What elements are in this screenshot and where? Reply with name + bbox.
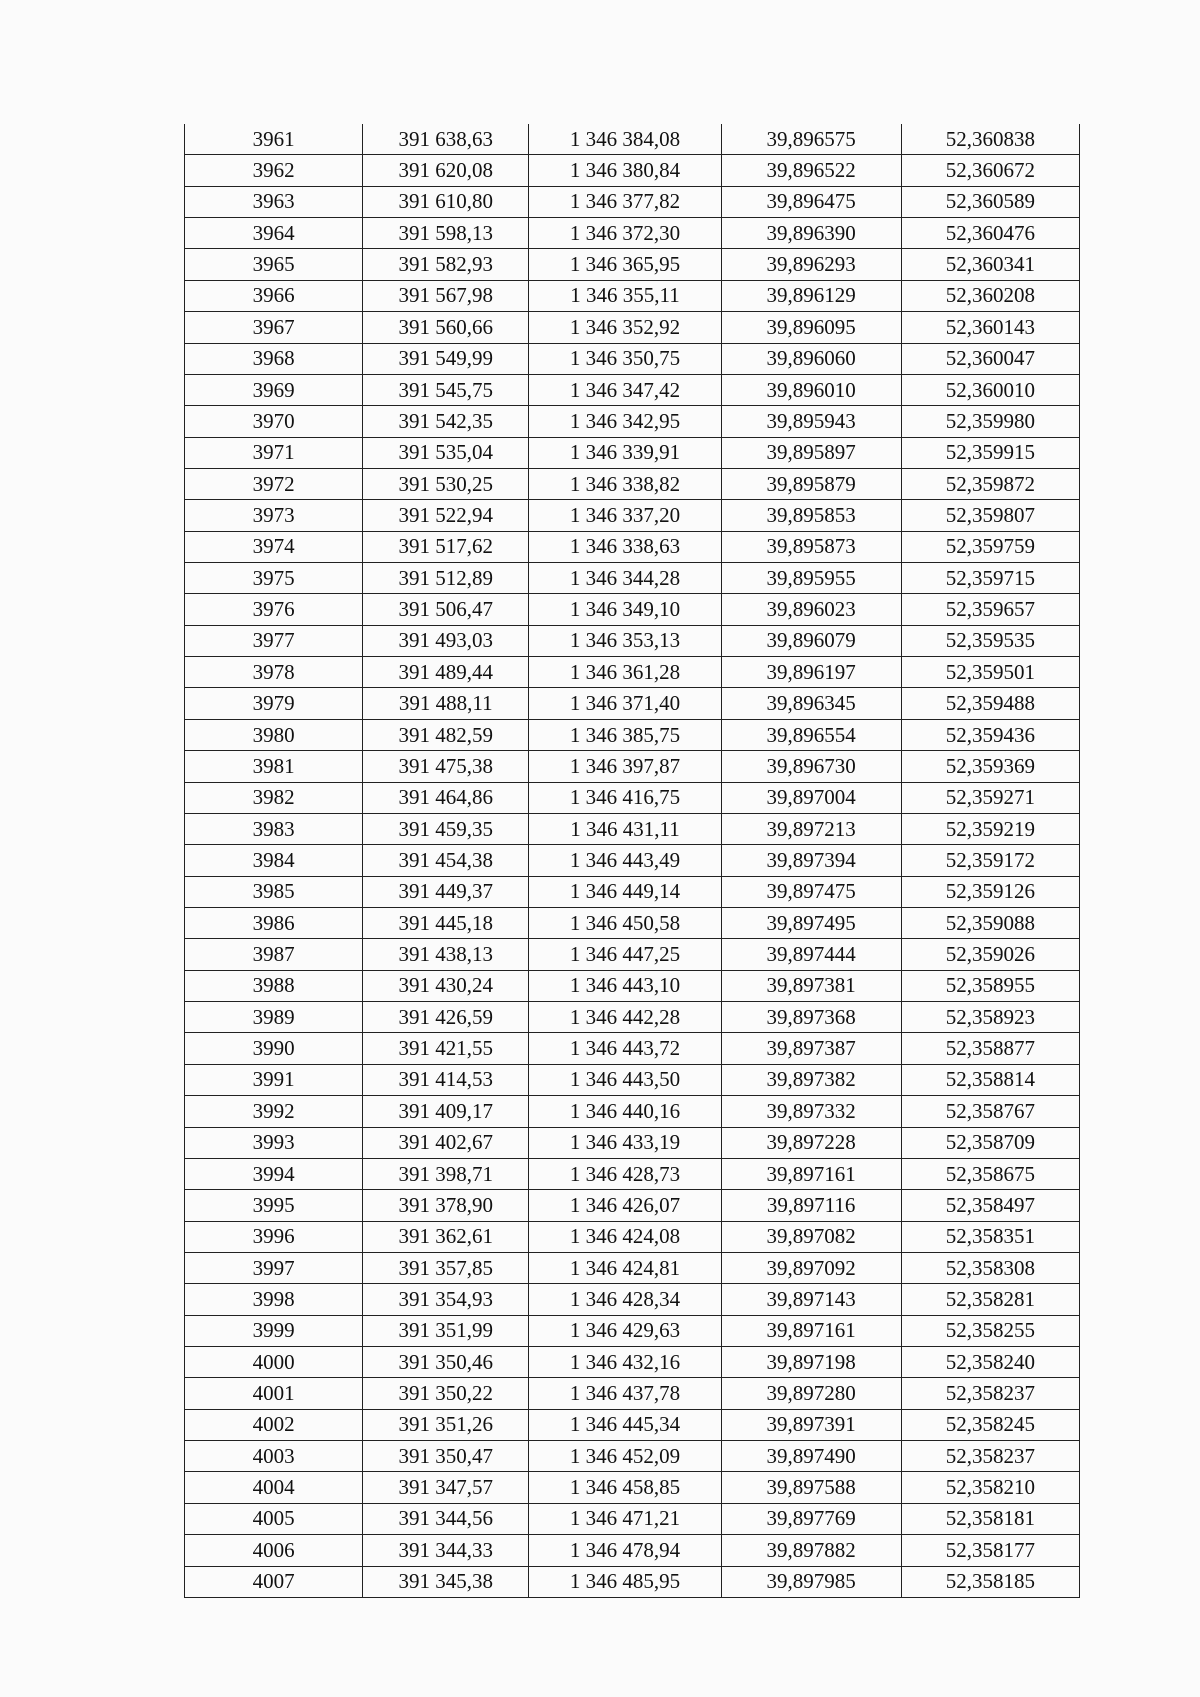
latitude-cell: 52,360047 bbox=[901, 343, 1079, 374]
latitude-cell: 52,358281 bbox=[901, 1284, 1079, 1315]
longitude-cell: 39,896554 bbox=[721, 719, 901, 750]
point-number-cell: 4002 bbox=[185, 1409, 363, 1440]
point-number-cell: 3999 bbox=[185, 1315, 363, 1346]
x-coordinate-cell: 391 344,56 bbox=[363, 1503, 529, 1534]
table-row bbox=[185, 186, 1080, 217]
latitude-cell: 52,359488 bbox=[901, 688, 1079, 719]
point-number-cell: 3976 bbox=[185, 594, 363, 625]
table-row bbox=[185, 1441, 1080, 1472]
point-number-cell: 3967 bbox=[185, 312, 363, 343]
x-coordinate-cell: 391 522,94 bbox=[363, 500, 529, 531]
x-coordinate-cell: 391 506,47 bbox=[363, 594, 529, 625]
table-row bbox=[185, 594, 1080, 625]
point-number-cell: 3973 bbox=[185, 500, 363, 531]
longitude-cell: 39,896197 bbox=[721, 657, 901, 688]
y-coordinate-cell: 1 346 442,28 bbox=[529, 1002, 721, 1033]
longitude-cell: 39,897882 bbox=[721, 1535, 901, 1566]
y-coordinate-cell: 1 346 471,21 bbox=[529, 1503, 721, 1534]
point-number-cell: 3975 bbox=[185, 563, 363, 594]
x-coordinate-cell: 391 414,53 bbox=[363, 1064, 529, 1095]
table-row bbox=[185, 343, 1080, 374]
y-coordinate-cell: 1 346 371,40 bbox=[529, 688, 721, 719]
x-coordinate-cell: 391 475,38 bbox=[363, 751, 529, 782]
longitude-cell: 39,896293 bbox=[721, 249, 901, 280]
latitude-cell: 52,358308 bbox=[901, 1252, 1079, 1283]
table-row bbox=[185, 782, 1080, 813]
table-row bbox=[185, 1190, 1080, 1221]
table-row bbox=[185, 939, 1080, 970]
longitude-cell: 39,895873 bbox=[721, 531, 901, 562]
latitude-cell: 52,359915 bbox=[901, 437, 1079, 468]
y-coordinate-cell: 1 346 443,10 bbox=[529, 970, 721, 1001]
y-coordinate-cell: 1 346 338,82 bbox=[529, 468, 721, 499]
table-row bbox=[185, 437, 1080, 468]
latitude-cell: 52,358177 bbox=[901, 1535, 1079, 1566]
table-row bbox=[185, 657, 1080, 688]
longitude-cell: 39,897391 bbox=[721, 1409, 901, 1440]
longitude-cell: 39,897475 bbox=[721, 876, 901, 907]
table-row bbox=[185, 1472, 1080, 1503]
longitude-cell: 39,897394 bbox=[721, 845, 901, 876]
y-coordinate-cell: 1 346 443,50 bbox=[529, 1064, 721, 1095]
x-coordinate-cell: 391 582,93 bbox=[363, 249, 529, 280]
latitude-cell: 52,359759 bbox=[901, 531, 1079, 562]
longitude-cell: 39,897769 bbox=[721, 1503, 901, 1534]
latitude-cell: 52,359126 bbox=[901, 876, 1079, 907]
longitude-cell: 39,896390 bbox=[721, 218, 901, 249]
point-number-cell: 3968 bbox=[185, 343, 363, 374]
coordinates-table-body bbox=[185, 124, 1080, 1597]
y-coordinate-cell: 1 346 338,63 bbox=[529, 531, 721, 562]
latitude-cell: 52,359807 bbox=[901, 500, 1079, 531]
y-coordinate-cell: 1 346 424,81 bbox=[529, 1252, 721, 1283]
longitude-cell: 39,897082 bbox=[721, 1221, 901, 1252]
point-number-cell: 3995 bbox=[185, 1190, 363, 1221]
longitude-cell: 39,896095 bbox=[721, 312, 901, 343]
latitude-cell: 52,358255 bbox=[901, 1315, 1079, 1346]
longitude-cell: 39,896522 bbox=[721, 155, 901, 186]
latitude-cell: 52,360341 bbox=[901, 249, 1079, 280]
y-coordinate-cell: 1 346 355,11 bbox=[529, 280, 721, 311]
point-number-cell: 3993 bbox=[185, 1127, 363, 1158]
point-number-cell: 3989 bbox=[185, 1002, 363, 1033]
x-coordinate-cell: 391 545,75 bbox=[363, 374, 529, 405]
table-row bbox=[185, 563, 1080, 594]
longitude-cell: 39,896129 bbox=[721, 280, 901, 311]
latitude-cell: 52,359219 bbox=[901, 813, 1079, 844]
longitude-cell: 39,897213 bbox=[721, 813, 901, 844]
latitude-cell: 52,359980 bbox=[901, 406, 1079, 437]
x-coordinate-cell: 391 409,17 bbox=[363, 1096, 529, 1127]
y-coordinate-cell: 1 346 433,19 bbox=[529, 1127, 721, 1158]
table-row bbox=[185, 1566, 1080, 1597]
x-coordinate-cell: 391 449,37 bbox=[363, 876, 529, 907]
longitude-cell: 39,895853 bbox=[721, 500, 901, 531]
y-coordinate-cell: 1 346 443,49 bbox=[529, 845, 721, 876]
coordinates-table bbox=[184, 124, 1080, 1598]
longitude-cell: 39,895879 bbox=[721, 468, 901, 499]
x-coordinate-cell: 391 421,55 bbox=[363, 1033, 529, 1064]
table-row bbox=[185, 970, 1080, 1001]
latitude-cell: 52,358675 bbox=[901, 1158, 1079, 1189]
longitude-cell: 39,897332 bbox=[721, 1096, 901, 1127]
latitude-cell: 52,358181 bbox=[901, 1503, 1079, 1534]
y-coordinate-cell: 1 346 428,73 bbox=[529, 1158, 721, 1189]
point-number-cell: 3985 bbox=[185, 876, 363, 907]
table-row bbox=[185, 312, 1080, 343]
longitude-cell: 39,897161 bbox=[721, 1315, 901, 1346]
longitude-cell: 39,897368 bbox=[721, 1002, 901, 1033]
x-coordinate-cell: 391 438,13 bbox=[363, 939, 529, 970]
latitude-cell: 52,358245 bbox=[901, 1409, 1079, 1440]
y-coordinate-cell: 1 346 428,34 bbox=[529, 1284, 721, 1315]
y-coordinate-cell: 1 346 397,87 bbox=[529, 751, 721, 782]
x-coordinate-cell: 391 567,98 bbox=[363, 280, 529, 311]
point-number-cell: 3987 bbox=[185, 939, 363, 970]
point-number-cell: 3963 bbox=[185, 186, 363, 217]
longitude-cell: 39,895955 bbox=[721, 563, 901, 594]
y-coordinate-cell: 1 346 372,30 bbox=[529, 218, 721, 249]
x-coordinate-cell: 391 402,67 bbox=[363, 1127, 529, 1158]
y-coordinate-cell: 1 346 432,16 bbox=[529, 1347, 721, 1378]
table-row bbox=[185, 124, 1080, 155]
y-coordinate-cell: 1 346 426,07 bbox=[529, 1190, 721, 1221]
x-coordinate-cell: 391 464,86 bbox=[363, 782, 529, 813]
point-number-cell: 3971 bbox=[185, 437, 363, 468]
point-number-cell: 3974 bbox=[185, 531, 363, 562]
latitude-cell: 52,359535 bbox=[901, 625, 1079, 656]
y-coordinate-cell: 1 346 437,78 bbox=[529, 1378, 721, 1409]
latitude-cell: 52,359501 bbox=[901, 657, 1079, 688]
y-coordinate-cell: 1 346 449,14 bbox=[529, 876, 721, 907]
latitude-cell: 52,359369 bbox=[901, 751, 1079, 782]
x-coordinate-cell: 391 350,47 bbox=[363, 1441, 529, 1472]
longitude-cell: 39,897382 bbox=[721, 1064, 901, 1095]
x-coordinate-cell: 391 362,61 bbox=[363, 1221, 529, 1252]
x-coordinate-cell: 391 542,35 bbox=[363, 406, 529, 437]
y-coordinate-cell: 1 346 350,75 bbox=[529, 343, 721, 374]
x-coordinate-cell: 391 530,25 bbox=[363, 468, 529, 499]
latitude-cell: 52,360010 bbox=[901, 374, 1079, 405]
y-coordinate-cell: 1 346 337,20 bbox=[529, 500, 721, 531]
x-coordinate-cell: 391 620,08 bbox=[363, 155, 529, 186]
y-coordinate-cell: 1 346 458,85 bbox=[529, 1472, 721, 1503]
y-coordinate-cell: 1 346 450,58 bbox=[529, 907, 721, 938]
latitude-cell: 52,358923 bbox=[901, 1002, 1079, 1033]
y-coordinate-cell: 1 346 352,92 bbox=[529, 312, 721, 343]
x-coordinate-cell: 391 426,59 bbox=[363, 1002, 529, 1033]
x-coordinate-cell: 391 459,35 bbox=[363, 813, 529, 844]
longitude-cell: 39,897280 bbox=[721, 1378, 901, 1409]
latitude-cell: 52,358497 bbox=[901, 1190, 1079, 1221]
latitude-cell: 52,358767 bbox=[901, 1096, 1079, 1127]
point-number-cell: 4000 bbox=[185, 1347, 363, 1378]
table-row bbox=[185, 1221, 1080, 1252]
y-coordinate-cell: 1 346 440,16 bbox=[529, 1096, 721, 1127]
table-row bbox=[185, 751, 1080, 782]
x-coordinate-cell: 391 489,44 bbox=[363, 657, 529, 688]
table-row bbox=[185, 1002, 1080, 1033]
latitude-cell: 52,360143 bbox=[901, 312, 1079, 343]
x-coordinate-cell: 391 598,13 bbox=[363, 218, 529, 249]
latitude-cell: 52,359026 bbox=[901, 939, 1079, 970]
point-number-cell: 3972 bbox=[185, 468, 363, 499]
table-row bbox=[185, 907, 1080, 938]
longitude-cell: 39,896575 bbox=[721, 124, 901, 155]
y-coordinate-cell: 1 346 344,28 bbox=[529, 563, 721, 594]
longitude-cell: 39,897116 bbox=[721, 1190, 901, 1221]
longitude-cell: 39,897495 bbox=[721, 907, 901, 938]
y-coordinate-cell: 1 346 443,72 bbox=[529, 1033, 721, 1064]
table-row bbox=[185, 1158, 1080, 1189]
longitude-cell: 39,897444 bbox=[721, 939, 901, 970]
point-number-cell: 3965 bbox=[185, 249, 363, 280]
longitude-cell: 39,895897 bbox=[721, 437, 901, 468]
longitude-cell: 39,896475 bbox=[721, 186, 901, 217]
y-coordinate-cell: 1 346 339,91 bbox=[529, 437, 721, 468]
y-coordinate-cell: 1 346 385,75 bbox=[529, 719, 721, 750]
point-number-cell: 3996 bbox=[185, 1221, 363, 1252]
point-number-cell: 3998 bbox=[185, 1284, 363, 1315]
point-number-cell: 3984 bbox=[185, 845, 363, 876]
table-row bbox=[185, 1409, 1080, 1440]
latitude-cell: 52,358877 bbox=[901, 1033, 1079, 1064]
table-row bbox=[185, 374, 1080, 405]
latitude-cell: 52,360208 bbox=[901, 280, 1079, 311]
point-number-cell: 3997 bbox=[185, 1252, 363, 1283]
point-number-cell: 3994 bbox=[185, 1158, 363, 1189]
y-coordinate-cell: 1 346 445,34 bbox=[529, 1409, 721, 1440]
x-coordinate-cell: 391 378,90 bbox=[363, 1190, 529, 1221]
point-number-cell: 3977 bbox=[185, 625, 363, 656]
point-number-cell: 3980 bbox=[185, 719, 363, 750]
table-row bbox=[185, 1252, 1080, 1283]
x-coordinate-cell: 391 351,26 bbox=[363, 1409, 529, 1440]
point-number-cell: 3991 bbox=[185, 1064, 363, 1095]
latitude-cell: 52,359271 bbox=[901, 782, 1079, 813]
x-coordinate-cell: 391 512,89 bbox=[363, 563, 529, 594]
latitude-cell: 52,358237 bbox=[901, 1378, 1079, 1409]
longitude-cell: 39,897004 bbox=[721, 782, 901, 813]
latitude-cell: 52,360672 bbox=[901, 155, 1079, 186]
table-row bbox=[185, 1378, 1080, 1409]
table-row bbox=[185, 280, 1080, 311]
latitude-cell: 52,359436 bbox=[901, 719, 1079, 750]
latitude-cell: 52,359088 bbox=[901, 907, 1079, 938]
point-number-cell: 3992 bbox=[185, 1096, 363, 1127]
point-number-cell: 4006 bbox=[185, 1535, 363, 1566]
latitude-cell: 52,360476 bbox=[901, 218, 1079, 249]
point-number-cell: 3964 bbox=[185, 218, 363, 249]
longitude-cell: 39,896345 bbox=[721, 688, 901, 719]
x-coordinate-cell: 391 482,59 bbox=[363, 719, 529, 750]
longitude-cell: 39,897387 bbox=[721, 1033, 901, 1064]
latitude-cell: 52,359872 bbox=[901, 468, 1079, 499]
y-coordinate-cell: 1 346 365,95 bbox=[529, 249, 721, 280]
point-number-cell: 3966 bbox=[185, 280, 363, 311]
point-number-cell: 3990 bbox=[185, 1033, 363, 1064]
point-number-cell: 4003 bbox=[185, 1441, 363, 1472]
table-row bbox=[185, 1315, 1080, 1346]
latitude-cell: 52,360589 bbox=[901, 186, 1079, 217]
y-coordinate-cell: 1 346 342,95 bbox=[529, 406, 721, 437]
y-coordinate-cell: 1 346 353,13 bbox=[529, 625, 721, 656]
point-number-cell: 3978 bbox=[185, 657, 363, 688]
table-row bbox=[185, 719, 1080, 750]
point-number-cell: 3961 bbox=[185, 124, 363, 155]
point-number-cell: 3983 bbox=[185, 813, 363, 844]
table-row bbox=[185, 1064, 1080, 1095]
longitude-cell: 39,897161 bbox=[721, 1158, 901, 1189]
table-row bbox=[185, 1033, 1080, 1064]
x-coordinate-cell: 391 344,33 bbox=[363, 1535, 529, 1566]
table-row bbox=[185, 531, 1080, 562]
point-number-cell: 4007 bbox=[185, 1566, 363, 1597]
longitude-cell: 39,896010 bbox=[721, 374, 901, 405]
latitude-cell: 52,360838 bbox=[901, 124, 1079, 155]
x-coordinate-cell: 391 350,22 bbox=[363, 1378, 529, 1409]
x-coordinate-cell: 391 347,57 bbox=[363, 1472, 529, 1503]
y-coordinate-cell: 1 346 452,09 bbox=[529, 1441, 721, 1472]
point-number-cell: 3962 bbox=[185, 155, 363, 186]
table-row bbox=[185, 625, 1080, 656]
latitude-cell: 52,358351 bbox=[901, 1221, 1079, 1252]
x-coordinate-cell: 391 610,80 bbox=[363, 186, 529, 217]
point-number-cell: 4004 bbox=[185, 1472, 363, 1503]
longitude-cell: 39,896730 bbox=[721, 751, 901, 782]
x-coordinate-cell: 391 357,85 bbox=[363, 1252, 529, 1283]
table-row bbox=[185, 813, 1080, 844]
longitude-cell: 39,896079 bbox=[721, 625, 901, 656]
table-row bbox=[185, 845, 1080, 876]
longitude-cell: 39,897985 bbox=[721, 1566, 901, 1597]
x-coordinate-cell: 391 638,63 bbox=[363, 124, 529, 155]
x-coordinate-cell: 391 445,18 bbox=[363, 907, 529, 938]
point-number-cell: 3970 bbox=[185, 406, 363, 437]
y-coordinate-cell: 1 346 361,28 bbox=[529, 657, 721, 688]
x-coordinate-cell: 391 560,66 bbox=[363, 312, 529, 343]
point-number-cell: 3988 bbox=[185, 970, 363, 1001]
longitude-cell: 39,896023 bbox=[721, 594, 901, 625]
table-row bbox=[185, 876, 1080, 907]
latitude-cell: 52,359657 bbox=[901, 594, 1079, 625]
longitude-cell: 39,895943 bbox=[721, 406, 901, 437]
x-coordinate-cell: 391 549,99 bbox=[363, 343, 529, 374]
table-row bbox=[185, 218, 1080, 249]
y-coordinate-cell: 1 346 416,75 bbox=[529, 782, 721, 813]
y-coordinate-cell: 1 346 380,84 bbox=[529, 155, 721, 186]
longitude-cell: 39,896060 bbox=[721, 343, 901, 374]
longitude-cell: 39,897588 bbox=[721, 1472, 901, 1503]
longitude-cell: 39,897381 bbox=[721, 970, 901, 1001]
latitude-cell: 52,358240 bbox=[901, 1347, 1079, 1378]
y-coordinate-cell: 1 346 478,94 bbox=[529, 1535, 721, 1566]
y-coordinate-cell: 1 346 349,10 bbox=[529, 594, 721, 625]
point-number-cell: 4005 bbox=[185, 1503, 363, 1534]
y-coordinate-cell: 1 346 424,08 bbox=[529, 1221, 721, 1252]
longitude-cell: 39,897092 bbox=[721, 1252, 901, 1283]
table-row bbox=[185, 1347, 1080, 1378]
x-coordinate-cell: 391 535,04 bbox=[363, 437, 529, 468]
y-coordinate-cell: 1 346 347,42 bbox=[529, 374, 721, 405]
longitude-cell: 39,897490 bbox=[721, 1441, 901, 1472]
table-row bbox=[185, 1127, 1080, 1158]
table-row bbox=[185, 249, 1080, 280]
latitude-cell: 52,358814 bbox=[901, 1064, 1079, 1095]
y-coordinate-cell: 1 346 431,11 bbox=[529, 813, 721, 844]
y-coordinate-cell: 1 346 377,82 bbox=[529, 186, 721, 217]
table-row bbox=[185, 1284, 1080, 1315]
longitude-cell: 39,897228 bbox=[721, 1127, 901, 1158]
x-coordinate-cell: 391 351,99 bbox=[363, 1315, 529, 1346]
table-row bbox=[185, 1503, 1080, 1534]
point-number-cell: 3982 bbox=[185, 782, 363, 813]
table-row bbox=[185, 468, 1080, 499]
x-coordinate-cell: 391 345,38 bbox=[363, 1566, 529, 1597]
point-number-cell: 4001 bbox=[185, 1378, 363, 1409]
point-number-cell: 3979 bbox=[185, 688, 363, 719]
table-row bbox=[185, 1535, 1080, 1566]
latitude-cell: 52,358237 bbox=[901, 1441, 1079, 1472]
table-row bbox=[185, 500, 1080, 531]
x-coordinate-cell: 391 398,71 bbox=[363, 1158, 529, 1189]
latitude-cell: 52,359715 bbox=[901, 563, 1079, 594]
y-coordinate-cell: 1 346 429,63 bbox=[529, 1315, 721, 1346]
x-coordinate-cell: 391 354,93 bbox=[363, 1284, 529, 1315]
x-coordinate-cell: 391 430,24 bbox=[363, 970, 529, 1001]
longitude-cell: 39,897198 bbox=[721, 1347, 901, 1378]
table-row bbox=[185, 155, 1080, 186]
point-number-cell: 3981 bbox=[185, 751, 363, 782]
x-coordinate-cell: 391 517,62 bbox=[363, 531, 529, 562]
y-coordinate-cell: 1 346 485,95 bbox=[529, 1566, 721, 1597]
x-coordinate-cell: 391 350,46 bbox=[363, 1347, 529, 1378]
x-coordinate-cell: 391 488,11 bbox=[363, 688, 529, 719]
latitude-cell: 52,358185 bbox=[901, 1566, 1079, 1597]
point-number-cell: 3969 bbox=[185, 374, 363, 405]
point-number-cell: 3986 bbox=[185, 907, 363, 938]
y-coordinate-cell: 1 346 447,25 bbox=[529, 939, 721, 970]
latitude-cell: 52,359172 bbox=[901, 845, 1079, 876]
table-row bbox=[185, 406, 1080, 437]
latitude-cell: 52,358955 bbox=[901, 970, 1079, 1001]
latitude-cell: 52,358709 bbox=[901, 1127, 1079, 1158]
x-coordinate-cell: 391 454,38 bbox=[363, 845, 529, 876]
y-coordinate-cell: 1 346 384,08 bbox=[529, 124, 721, 155]
latitude-cell: 52,358210 bbox=[901, 1472, 1079, 1503]
x-coordinate-cell: 391 493,03 bbox=[363, 625, 529, 656]
table-row bbox=[185, 1096, 1080, 1127]
longitude-cell: 39,897143 bbox=[721, 1284, 901, 1315]
table-row bbox=[185, 688, 1080, 719]
